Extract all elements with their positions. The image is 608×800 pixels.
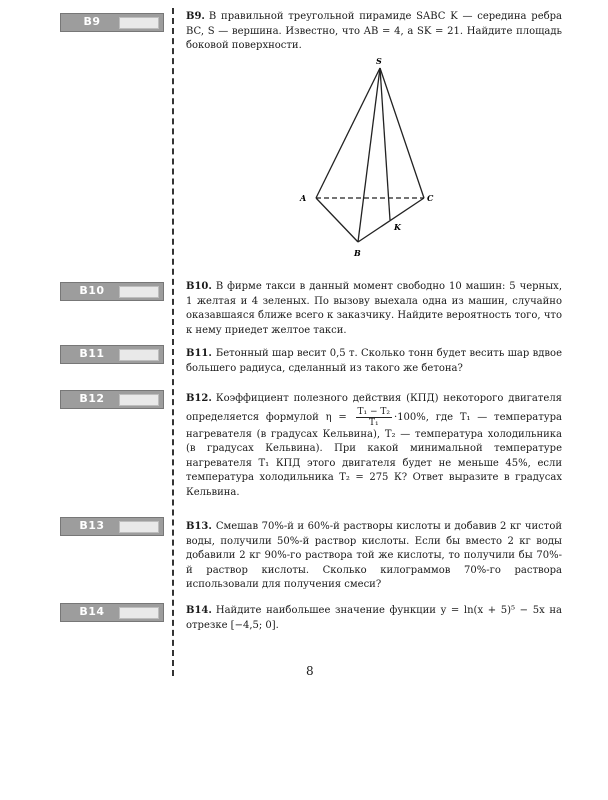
task-number: B10. [186, 281, 212, 292]
task-tag-label: B9 [83, 15, 101, 28]
task-tag-label: B13 [79, 519, 105, 532]
page-number: 8 [306, 664, 314, 678]
task-text: В правильной треугольной пирамиде SABC K — середина ребра BC, S — вершина. Известно, что AB = 4, а SK = 21. Найдите площадь боковой поверхности. [186, 11, 562, 52]
pyramid-figure [296, 56, 446, 266]
answer-box [119, 349, 159, 361]
task-b13 [186, 520, 562, 593]
vertex-label-b: B [354, 248, 361, 258]
task-b11 [186, 347, 562, 376]
task-tag-label: B10 [79, 284, 105, 297]
efficiency-formula-fraction [356, 407, 392, 428]
task-b9 [186, 10, 562, 54]
task-text: Коэффициент полезного действия (КПД) некоторого двигателя определяется формулой η = [186, 393, 562, 423]
vertex-label-a: A [300, 193, 307, 203]
task-tag-label: B14 [79, 605, 105, 618]
answer-box [119, 286, 159, 298]
task-number: B14. [186, 605, 212, 616]
point-label-k: K [394, 222, 401, 232]
vertex-label-c: C [427, 193, 434, 203]
task-number: B12. [186, 393, 212, 404]
task-tag-b13 [60, 517, 164, 536]
task-text: Бетонный шар весит 0,5 т. Сколько тонн будет весить шар вдвое большего радиуса, сделанный из такого же бетона? [186, 348, 562, 374]
answer-box [119, 17, 159, 29]
fraction-numerator: T₁ − T₂ [357, 406, 391, 417]
margin-dashed-line [172, 8, 174, 676]
task-number: B9. [186, 11, 205, 22]
answer-box [119, 521, 159, 533]
task-text: Найдите наибольшее значение функции y = ln(x + 5)⁵ − 5x на отрезке [−4,5; 0]. [186, 605, 562, 631]
answer-box [119, 607, 159, 619]
fraction-denominator: T₁ [368, 417, 379, 428]
task-tag-b12 [60, 390, 164, 409]
answer-box [119, 394, 159, 406]
task-b10 [186, 280, 562, 338]
task-tag-b9 [60, 13, 164, 32]
task-tag-label: B11 [79, 347, 105, 360]
task-tag-b14 [60, 603, 164, 622]
task-b14 [186, 604, 562, 633]
task-tag-b10 [60, 282, 164, 301]
task-b12 [186, 392, 562, 501]
task-number: B13. [186, 521, 212, 532]
task-text-continued: ·100%, где T₁ — температура нагревателя (в градусах Кельвина), T₂ — температура холодильника (в градусах Кельвина). При какой минимальной температуре нагревателя T₁ КПД этого двигателя будет не меньше 45%, если температура холодильника T₂ = 275 К? Ответ выразите в градусах Кельвина. [186, 411, 562, 498]
task-text: Смешав 70%-й и 60%-й растворы кислоты и добавив 2 кг чистой воды, получили 50%-й раствор кислоты. Если бы вместо 2 кг воды добавили 2 кг 90%-го раствора той же кислоты, то получили бы 70%-й раствор кислоты. Сколько килограммов 70%-го раствора использовали для получения смеси? [186, 521, 562, 591]
task-text: В фирме такси в данный момент свободно 10 машин: 5 черных, 1 желтая и 4 зеленых. По вызову выехала одна из машин, случайно оказавшаяся ближе всего к заказчику. Найдите вероятность того, что к нему приедет желтое такси. [186, 281, 562, 336]
task-tag-label: B12 [79, 392, 105, 405]
task-number: B11. [186, 348, 212, 359]
vertex-label-s: S [376, 56, 382, 66]
task-tag-b11 [60, 345, 164, 364]
